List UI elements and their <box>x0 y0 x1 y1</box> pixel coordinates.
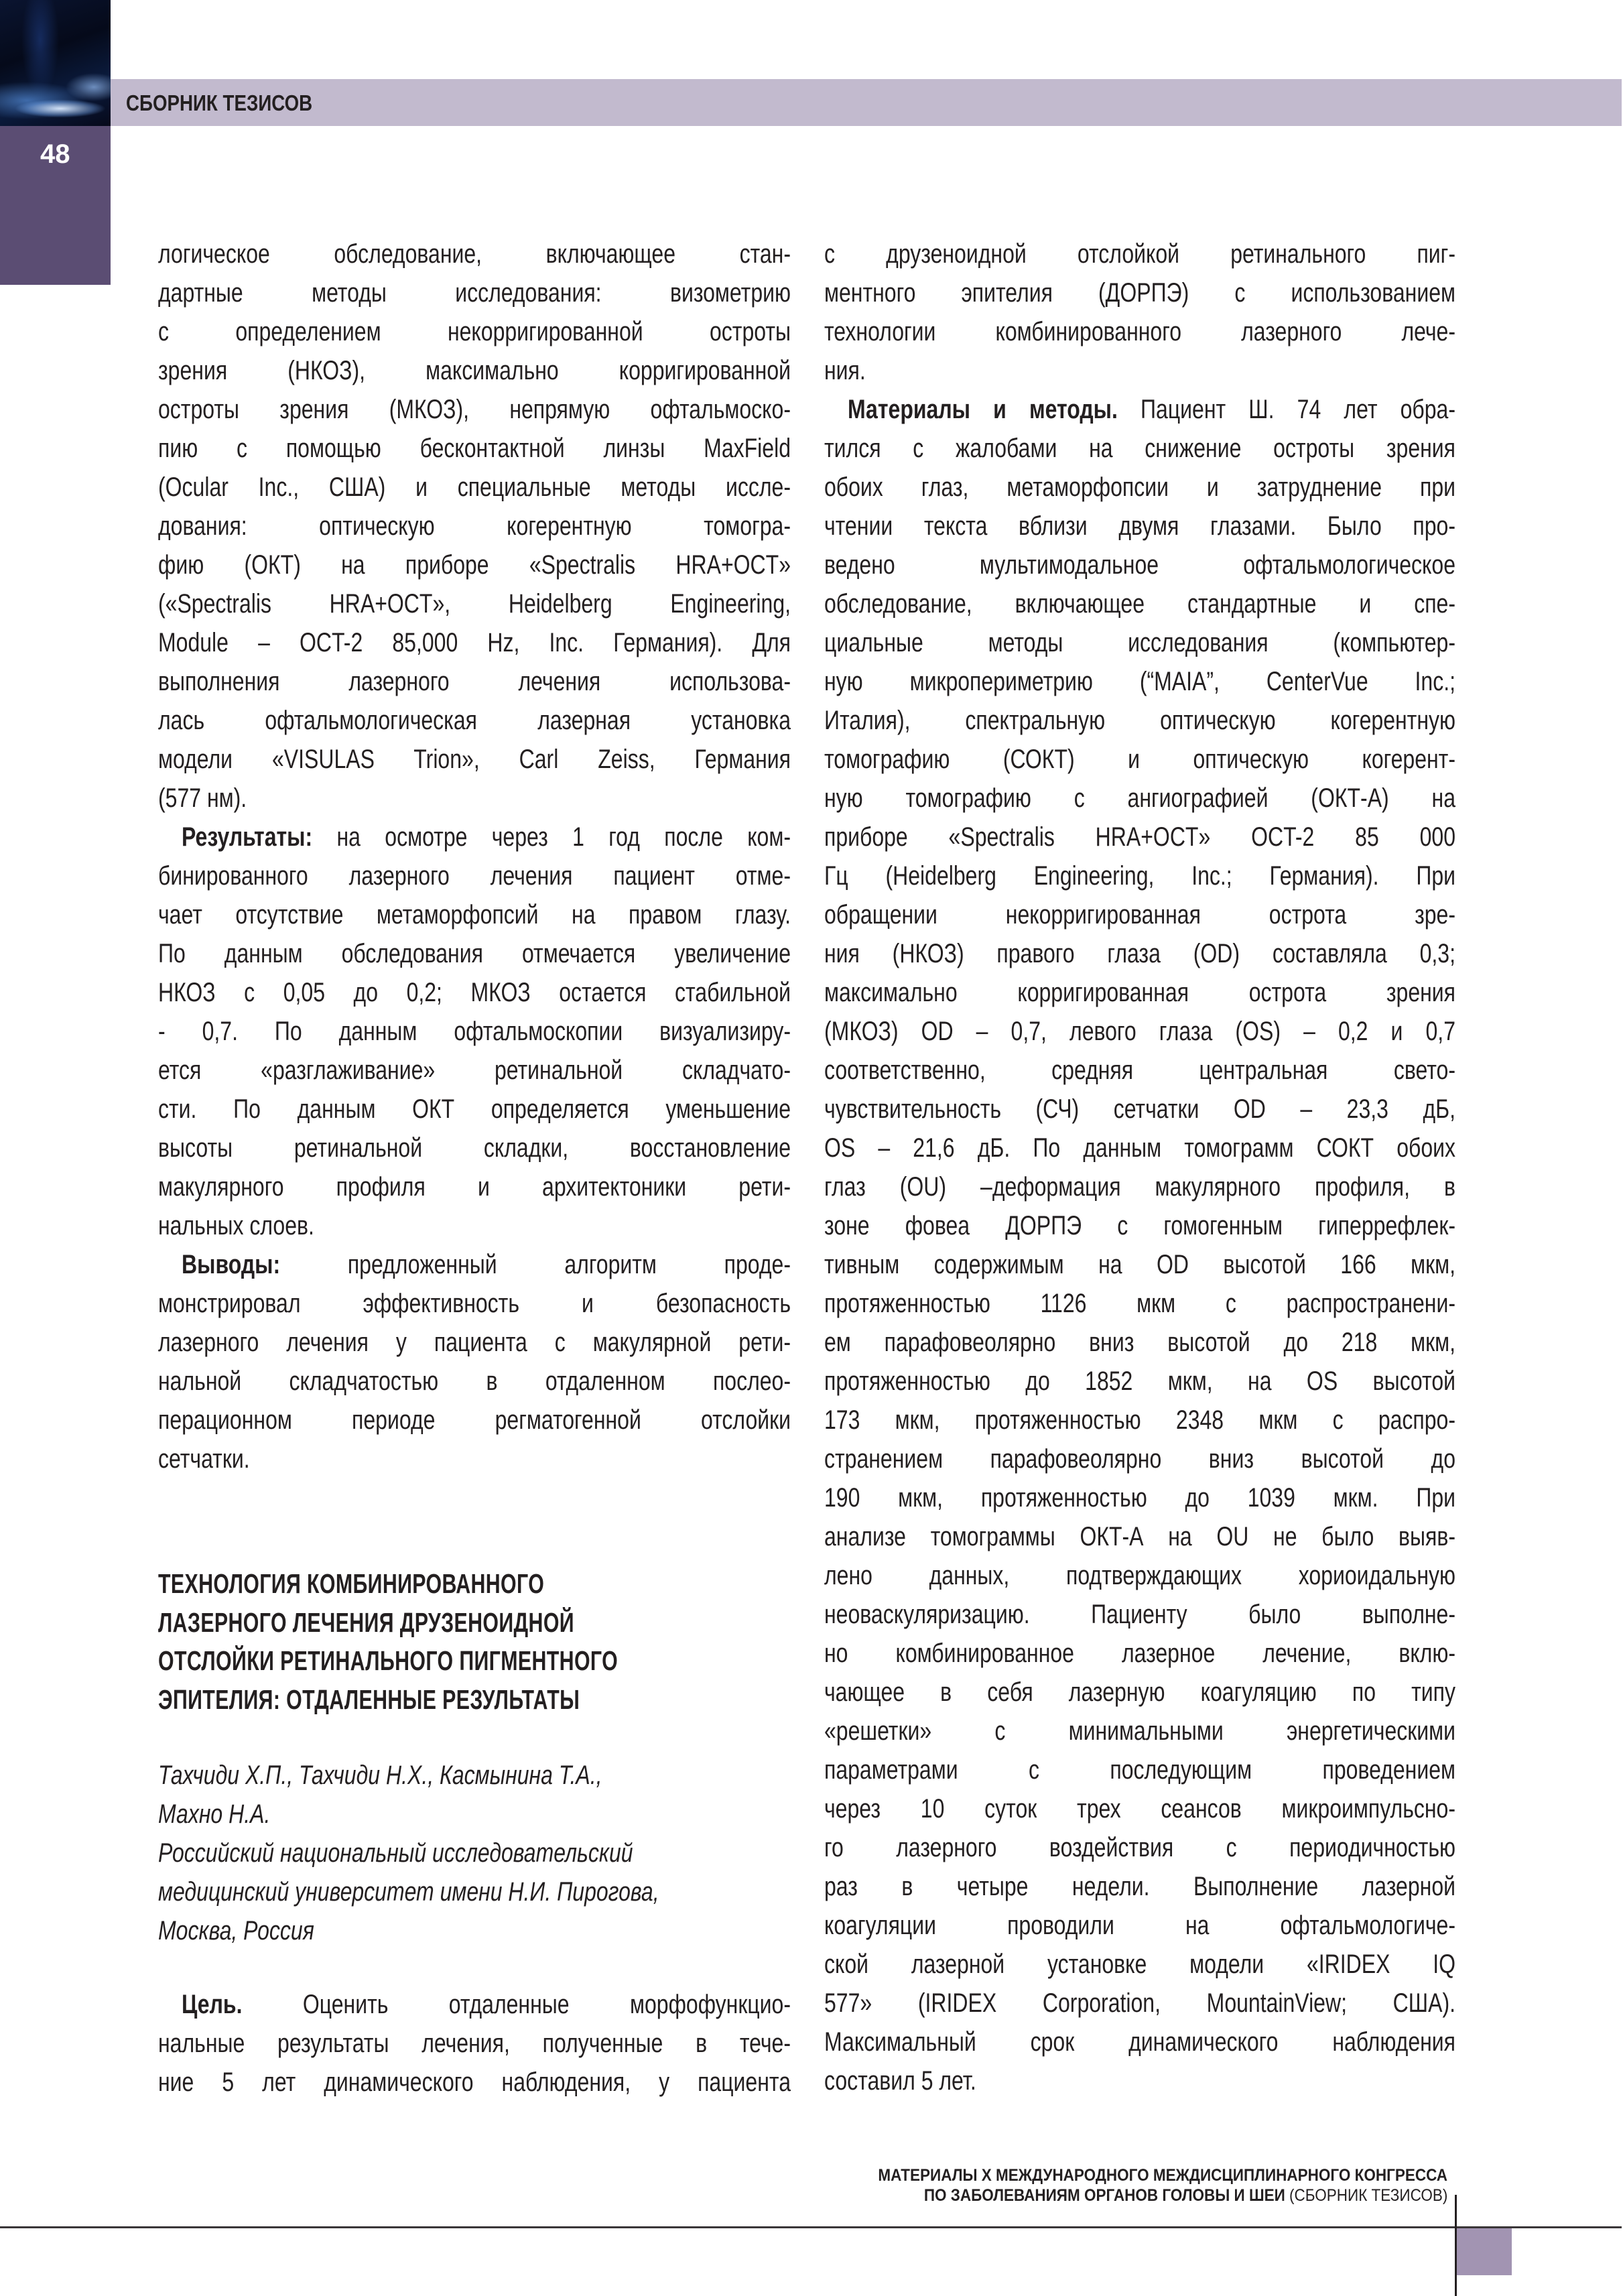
methods-line: ную томографию с ангиографией (ОКТ-А) на <box>824 783 1455 813</box>
footer-divider <box>0 2226 1622 2228</box>
conclusions-line: сетчатки. <box>158 1444 250 1474</box>
methods-line: коагуляции проводили на офтальмологиче- <box>824 1911 1455 1940</box>
methods-line: ской лазерной установке модели «IRIDEX IQ <box>824 1950 1455 1979</box>
aim-label: Цель. <box>182 1990 243 2019</box>
methods-first-line <box>848 390 1455 429</box>
results-line: чает отсутствие метаморфопсий на правом глазу. <box>158 900 791 930</box>
results-line: - 0,7. По данным офтальмоскопии визуализиру- <box>158 1017 791 1046</box>
header-decorative-image <box>0 0 111 126</box>
authors-line: Тахчиди Х.П., Тахчиди Н.Х., Касмынина Т.А., <box>158 1761 602 1790</box>
results-line: высоты ретинальной складки, восстановление <box>158 1133 791 1163</box>
results-line: нальных слоев. <box>158 1211 314 1240</box>
paragraph-line: зрения (НКОЗ), максимально корригированной <box>158 356 791 385</box>
methods-line: обоих глаз, метаморфопсии и затруднение при <box>824 472 1455 502</box>
methods-line: чающее в себя лазерную коагуляцию по типу <box>824 1677 1455 1707</box>
conclusions-line: лазерного лечения у пациента с макулярной рети- <box>158 1328 791 1357</box>
methods-line: раз в четыре недели. Выполнение лазерной <box>824 1872 1455 1901</box>
paragraph-line: остроты зрения (МКОЗ), непрямую офтальмоско- <box>158 395 791 424</box>
methods-line: зоне фовеа ДОРПЭ с гомогенным гиперрефлек- <box>824 1211 1455 1240</box>
paragraph-line: лась офтальмологическая лазерная установка <box>158 706 791 735</box>
methods-line: Италия), спектральную оптическую когерентную <box>824 706 1455 735</box>
methods-line: ем парафовеолярно вниз высотой до 218 мкм, <box>824 1328 1455 1357</box>
paragraph-line: с определением некорригированной остроты <box>158 317 791 346</box>
paragraph-line: технологии комбинированного лазерного лече- <box>824 317 1455 346</box>
paragraph-line: модели «VISULAS Trion», Carl Zeiss, Германия <box>158 745 791 774</box>
footer-line2-light: (СБОРНИК ТЕЗИСОВ) <box>1289 2186 1447 2205</box>
aim-first-line <box>182 1985 791 2024</box>
methods-line: «решетки» с минимальными энергетическими <box>824 1716 1455 1746</box>
article-title-line: ОТСЛОЙКИ РЕТИНАЛЬНОГО ПИГМЕНТНОГО <box>158 1645 619 1676</box>
results-first-line <box>182 818 791 856</box>
methods-line: 173 мкм, протяженностью 2348 мкм с распро- <box>824 1405 1455 1435</box>
methods-line: (МКОЗ) OD – 0,7, левого глаза (OS) – 0,2 и 0,7 <box>824 1017 1455 1046</box>
methods-line: протяженностью 1126 мкм с распространени- <box>824 1289 1455 1318</box>
section-title: СБОРНИК ТЕЗИСОВ <box>126 90 313 115</box>
results-label: Результаты: <box>182 822 313 852</box>
paragraph-line: (Ocular Inc., США) и специальные методы иссле- <box>158 472 791 502</box>
conclusions-line: перационном периоде регматогенной отслойки <box>158 1405 791 1435</box>
methods-line: го лазерного воздействия с периодичностью <box>824 1833 1455 1862</box>
methods-line: Гц (Heidelberg Engineering, Inc.; Германия). При <box>824 861 1455 891</box>
paragraph-line: дартные методы исследования: визометрию <box>158 278 791 308</box>
paragraph-line: с друзеноидной отслойкой ретинального пиг- <box>824 239 1455 269</box>
methods-line: Максимальный срок динамического наблюдения <box>824 2027 1455 2057</box>
methods-line: 190 мкм, протяженностью до 1039 мкм. При <box>824 1483 1455 1513</box>
conclusions-line: нальной складчатостью в отдаленном послео- <box>158 1366 791 1396</box>
methods-line: томографию (СОКТ) и оптическую когерент- <box>824 745 1455 774</box>
methods-line: странением парафовеолярно вниз высотой до <box>824 1444 1455 1474</box>
methods-line: тился с жалобами на снижение остроты зрения <box>824 434 1455 463</box>
methods-line: составил 5 лет. <box>824 2066 976 2096</box>
methods-line: обследование, включающее стандартные и спе- <box>824 589 1455 619</box>
text-run: на осмотре через 1 год после ком- <box>312 822 791 852</box>
paragraph-line: Module – OCT-2 85,000 Hz, Inc. Германия). Для <box>158 628 791 657</box>
methods-line: параметрами с последующим проведением <box>824 1755 1455 1785</box>
methods-line: через 10 суток трех сеансов микроимпульсно- <box>824 1794 1455 1824</box>
article-title-line: ЭПИТЕЛИЯ: ОТДАЛЕННЫЕ РЕЗУЛЬТАТЫ <box>158 1683 580 1715</box>
methods-line: но комбинированное лазерное лечение, вклю- <box>824 1639 1455 1668</box>
affiliation-line: медицинский университет имени Н.И. Пирогова, <box>158 1877 659 1907</box>
methods-line: 577» (IRIDEX Corporation, MountainView; США). <box>824 1988 1455 2018</box>
methods-line: лено данных, подтверждающих хориоидальную <box>824 1561 1455 1590</box>
footer-line2-bold: ПО ЗАБОЛЕВАНИЯМ ОРГАНОВ ГОЛОВЫ И ШЕИ <box>923 2186 1289 2205</box>
footer-conference-line2 <box>924 2186 1447 2205</box>
results-line: бинированного лазерного лечения пациент отме- <box>158 861 791 891</box>
paragraph-line: фию (ОКТ) на приборе «Spectralis HRA+OCT» <box>158 550 791 580</box>
paragraph-line: («Spectralis HRA+OCT», Heidelberg Engineering, <box>158 589 791 619</box>
methods-line: ведено мультимодальное офтальмологическое <box>824 550 1455 580</box>
footer-accent-square <box>1457 2228 1512 2275</box>
methods-label: Материалы и методы. <box>848 395 1118 424</box>
methods-line: ния (НКОЗ) правого глаза (OD) составляла 0,3; <box>824 939 1455 968</box>
results-line: ется «разглаживание» ретинальной складчато- <box>158 1056 791 1085</box>
methods-line: ную микропериметрию (“MAIA”, CenterVue Inc.; <box>824 667 1455 696</box>
methods-line: циальные методы исследования (компьютер- <box>824 628 1455 657</box>
conclusions-line: монстрировал эффективность и безопасность <box>158 1289 791 1318</box>
methods-line: неоваскуляризацию. Пациенту было выполне- <box>824 1600 1455 1629</box>
results-line: макулярного профиля и архитектоники рети- <box>158 1172 791 1202</box>
methods-line: анализе томограммы ОКТ-А на OU не было выяв- <box>824 1522 1455 1551</box>
paragraph-line: выполнения лазерного лечения использова- <box>158 667 791 696</box>
paragraph-line: ния. <box>824 356 866 385</box>
paragraph-line: ментного эпителия (ДОРПЭ) с использованием <box>824 278 1455 308</box>
aim-line: нальные результаты лечения, полученные в тече- <box>158 2029 791 2058</box>
methods-line: тивным содержимым на OD высотой 166 мкм, <box>824 1250 1455 1279</box>
affiliation-line: Москва, Россия <box>158 1916 314 1946</box>
text-run: предложенный алгоритм проде- <box>280 1250 791 1279</box>
conclusions-first-line <box>182 1245 791 1284</box>
text-run: Оценить отдаленные морфофункцио- <box>242 1990 791 2019</box>
article-title-line: ЛАЗЕРНОГО ЛЕЧЕНИЯ ДРУЗЕНОИДНОЙ <box>158 1606 574 1638</box>
methods-line: OS – 21,6 дБ. По данным томограмм СОКТ обоих <box>824 1133 1455 1163</box>
results-line: сти. По данным ОКТ определяется уменьшение <box>158 1094 791 1124</box>
methods-line: обращении некорригированная острота зре- <box>824 900 1455 930</box>
methods-line: протяженностью до 1852 мкм, на OS высотой <box>824 1366 1455 1396</box>
header-band <box>111 79 1622 126</box>
methods-line: приборе «Spectralis HRA+OCT» OCT-2 85 000 <box>824 822 1455 852</box>
methods-line: глаз (OU) –деформация макулярного профиля, в <box>824 1172 1455 1202</box>
paragraph-line: логическое обследование, включающее стан- <box>158 239 791 269</box>
paragraph-line: дования: оптическую когерентную томогра- <box>158 511 791 541</box>
paragraph-line: пию с помощью бесконтактной линзы MaxField <box>158 434 791 463</box>
aim-line: ние 5 лет динамического наблюдения, у пациента <box>158 2067 791 2097</box>
footer-conference-line1: МАТЕРИАЛЫ X МЕЖДУНАРОДНОГО МЕЖДИСЦИПЛИНАРНОГО КОНГРЕССА <box>878 2166 1447 2185</box>
methods-line: соответственно, средняя центральная свето- <box>824 1056 1455 1085</box>
methods-line: чтении текста вблизи двумя глазами. Было про- <box>824 511 1455 541</box>
results-line: По данным обследования отмечается увеличение <box>158 939 791 968</box>
text-run: Пациент Ш. 74 лет обра- <box>1117 395 1455 424</box>
affiliation-line: Российский национальный исследовательский <box>158 1838 633 1868</box>
results-line: НКОЗ с 0,05 до 0,2; МКОЗ остается стабильной <box>158 978 791 1007</box>
authors-line: Махно Н.А. <box>158 1799 271 1829</box>
page-number: 48 <box>40 139 70 169</box>
methods-line: максимально корригированная острота зрения <box>824 978 1455 1007</box>
paragraph-line: (577 нм). <box>158 783 247 813</box>
conclusions-label: Выводы: <box>182 1250 281 1279</box>
methods-line: чувствительность (СЧ) сетчатки OD – 23,3 дБ, <box>824 1094 1455 1124</box>
article-title-line: ТЕХНОЛОГИЯ КОМБИНИРОВАННОГО <box>158 1568 545 1599</box>
